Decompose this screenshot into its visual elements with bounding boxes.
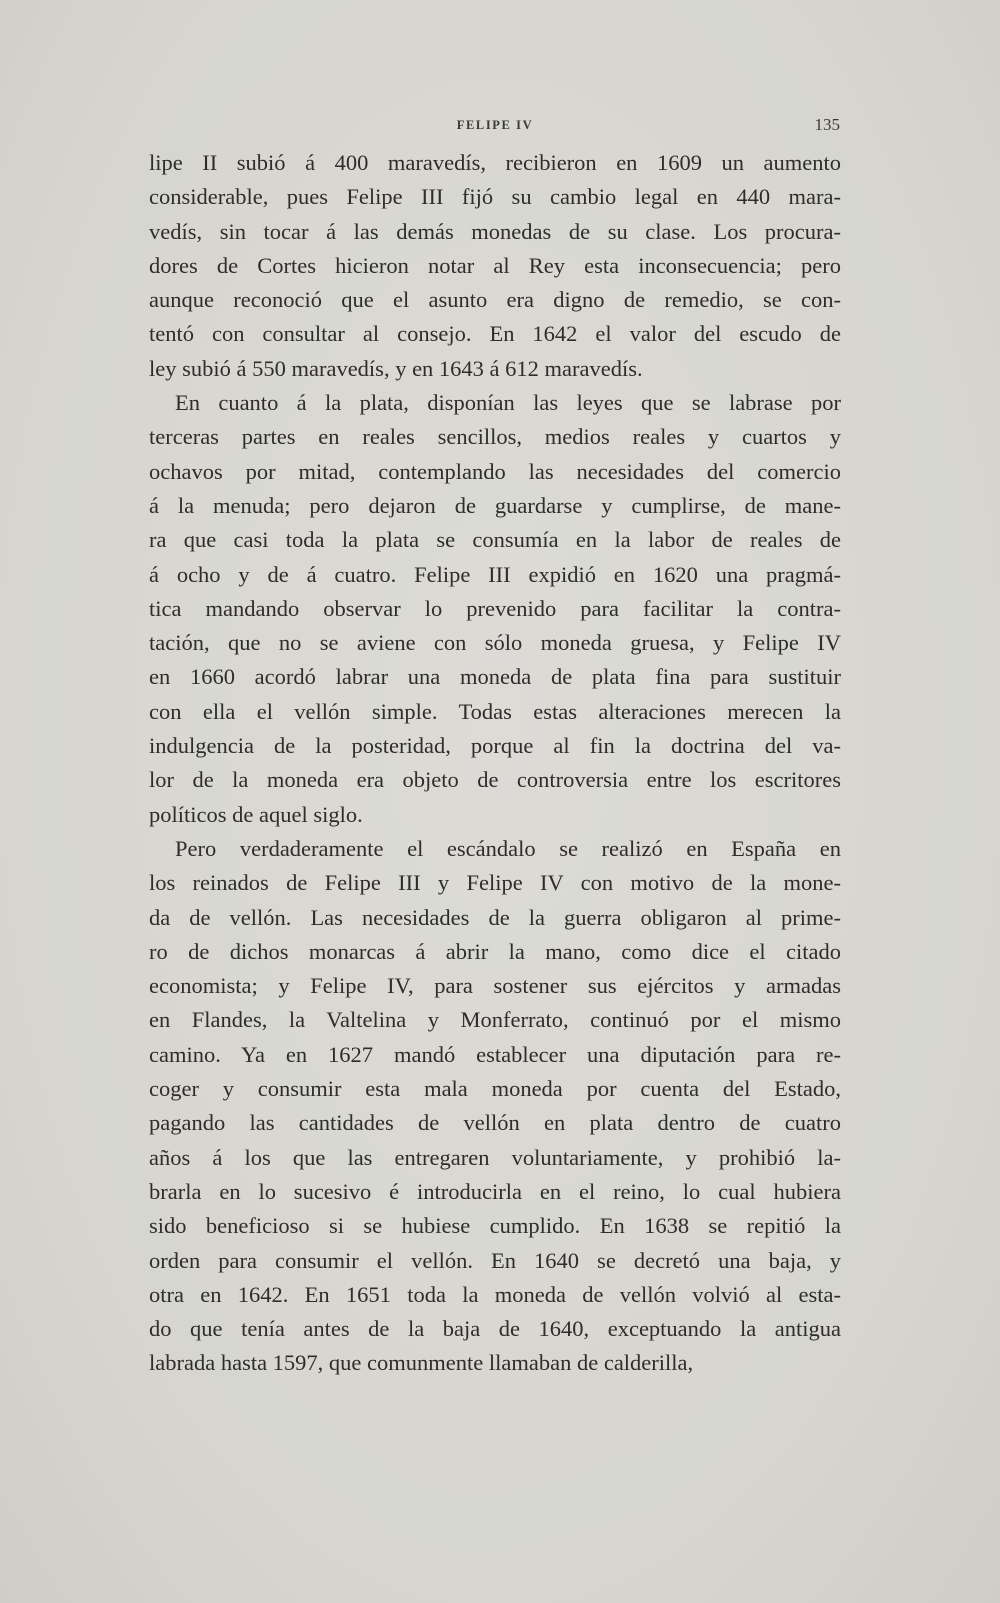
body-text [149,146,841,1381]
text-line: coger y consumir esta mala moneda por cuenta del Estado, [149,1076,841,1102]
text-line: ochavos por mitad, contemplando las necesidades del comercio [149,458,841,484]
text-line: ro de dichos monarcas á abrir la mano, como dice el citado [149,938,841,964]
text-line: ra que casi toda la plata se consumía en la labor de reales de [149,527,841,553]
text-line: economista; y Felipe IV, para sostener sus ejércitos y armadas [149,973,841,999]
text-line: sido beneficioso si se hubiese cumplido. En 1638 se repitió la [149,1213,841,1239]
text-line: En cuanto á la plata, disponían las leyes que se labrase por [175,390,841,416]
text-line: considerable, pues Felipe III fijó su cambio legal en 440 mara- [149,184,841,210]
text-line: años á los que las entregaren voluntariamente, y prohibió la- [149,1144,841,1170]
text-line: ley subió á 550 maravedís, y en 1643 á 612 maravedís. [149,355,643,381]
text-line: dores de Cortes hicieron notar al Rey esta inconsecuencia; pero [149,252,841,278]
text-line: vedís, sin tocar á las demás monedas de su clase. Los procura- [149,218,841,244]
text-line: á la menuda; pero dejaron de guardarse y cumplirse, de mane- [149,492,841,518]
paragraph [149,146,841,386]
text-line: pagando las cantidades de vellón en plata dentro de cuatro [149,1110,841,1136]
text-line: do que tenía antes de la baja de 1640, exceptuando la antigua [149,1316,841,1342]
text-line: da de vellón. Las necesidades de la guerra obligaron al prime- [149,904,841,930]
text-line: lor de la moneda era objeto de controversia entre los escritores [149,767,841,793]
text-line: políticos de aquel siglo. [149,801,363,827]
text-line: orden para consumir el vellón. En 1640 se decretó una baja, y [149,1247,841,1273]
text-line: labrada hasta 1597, que comunmente llamaban de calderilla, [149,1350,694,1376]
text-line: aunque reconoció que el asunto era digno de remedio, se con- [149,287,841,313]
text-line: tentó con consultar al consejo. En 1642 el valor del escudo de [149,321,841,347]
text-line: brarla en lo sucesivo é introducirla en el reino, lo cual hubiera [149,1178,841,1204]
page-number: 135 [814,115,840,134]
text-line: á ocho y de á cuatro. Felipe III expidió en 1620 una pragmá- [149,561,841,587]
paragraph [149,386,841,832]
text-line: tación, que no se aviene con sólo moneda gruesa, y Felipe IV [149,630,841,656]
page-header [150,113,840,143]
text-line: Pero verdaderamente el escándalo se realizó en España en [175,835,841,861]
text-line: camino. Ya en 1627 mandó establecer una diputación para re- [149,1041,841,1067]
text-line: lipe II subió á 400 maravedís, recibieron en 1609 un aumento [149,150,841,175]
running-head: FELIPE IV [456,118,534,132]
text-line: indulgencia de la posteridad, porque al fin la doctrina del va- [149,733,841,759]
text-line: tica mandando observar lo prevenido para facilitar la contra- [149,595,841,621]
text-line: los reinados de Felipe III y Felipe IV con motivo de la mone- [149,870,841,896]
text-line: otra en 1642. En 1651 toda la moneda de vellón volvió al esta- [149,1281,841,1307]
paragraph [149,832,841,1381]
text-line: con ella el vellón simple. Todas estas alteraciones merecen la [149,698,841,724]
text-line: en 1660 acordó labrar una moneda de plata fina para sustituir [149,664,841,690]
text-line: terceras partes en reales sencillos, medios reales y cuartos y [149,424,841,450]
text-line: en Flandes, la Valtelina y Monferrato, continuó por el mismo [149,1007,841,1033]
